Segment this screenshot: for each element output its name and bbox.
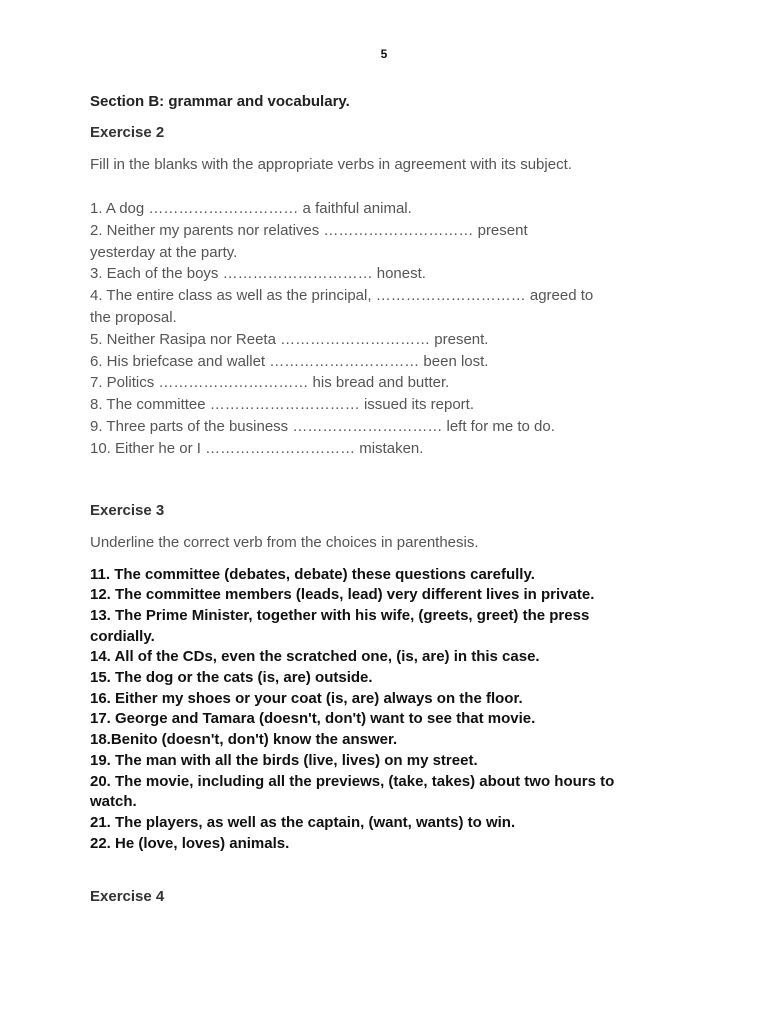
list-item: the proposal. [90,308,177,326]
list-item: 10. Either he or I ………………………… mistaken. [90,439,424,457]
list-item: 16. Either my shoes or your coat (is, are) always on the floor. [90,689,523,707]
list-item: 18.Benito (doesn't, don't) know the answer. [90,731,398,749]
list-item: 20. The movie, including all the previews, (take, takes) about two hours to [90,772,615,790]
exercise-2-title: Exercise 2 [90,124,165,141]
list-item: 7. Politics ………………………… his bread and butter. [90,374,450,392]
list-item: 21. The players, as well as the captain, (want, wants) to win. [90,814,516,831]
list-item: watch. [90,793,137,811]
list-item: 8. The committee ………………………… issued its report. [90,396,474,414]
page-number: 5 [380,47,388,61]
list-item: 14. All of the CDs, even the scratched one, (is, are) in this case. [90,648,540,666]
list-item: 22. He (love, loves) animals. [90,834,290,852]
exercise-2-instruction: Fill in the blanks with the appropriate verbs in agreement with its subject. [90,156,572,173]
list-item: 17. George and Tamara (doesn't, don't) want to see that movie. [90,710,536,728]
list-item: 4. The entire class as well as the principal, ………………………… agreed to [90,287,594,305]
exercise-3-list [90,565,690,855]
list-item: 13. The Prime Minister, together with his wife, (greets, greet) the press [90,606,590,624]
exercise-2-list [90,198,690,460]
exercise-3-title: Exercise 3 [90,501,165,519]
section-title: Section B: grammar and vocabulary. [90,93,350,110]
list-item: 11. The committee (debates, debate) these questions carefully. [90,565,535,583]
list-item: 9. Three parts of the business ………………………… left for me to do. [90,417,555,435]
list-item: 2. Neither my parents nor relatives ………………………… present [90,221,528,239]
list-item: 19. The man with all the birds (live, lives) on my street. [90,751,478,769]
list-item: 6. His briefcase and wallet ………………………… been lost. [90,352,489,370]
list-item: 15. The dog or the cats (is, are) outside. [90,669,373,687]
list-item: 3. Each of the boys ………………………… honest. [90,265,426,283]
exercise-4-title: Exercise 4 [90,888,165,906]
document-body [90,92,690,907]
list-item: 1. A dog ………………………… a faithful animal. [90,200,412,217]
list-item: 5. Neither Rasipa nor Reeta ………………………… present. [90,330,489,348]
list-item: cordially. [90,627,155,645]
exercise-3-instruction: Underline the correct verb from the choices in parenthesis. [90,533,479,551]
list-item: 12. The committee members (leads, lead) very different lives in private. [90,586,595,604]
list-item: yesterday at the party. [90,243,238,261]
